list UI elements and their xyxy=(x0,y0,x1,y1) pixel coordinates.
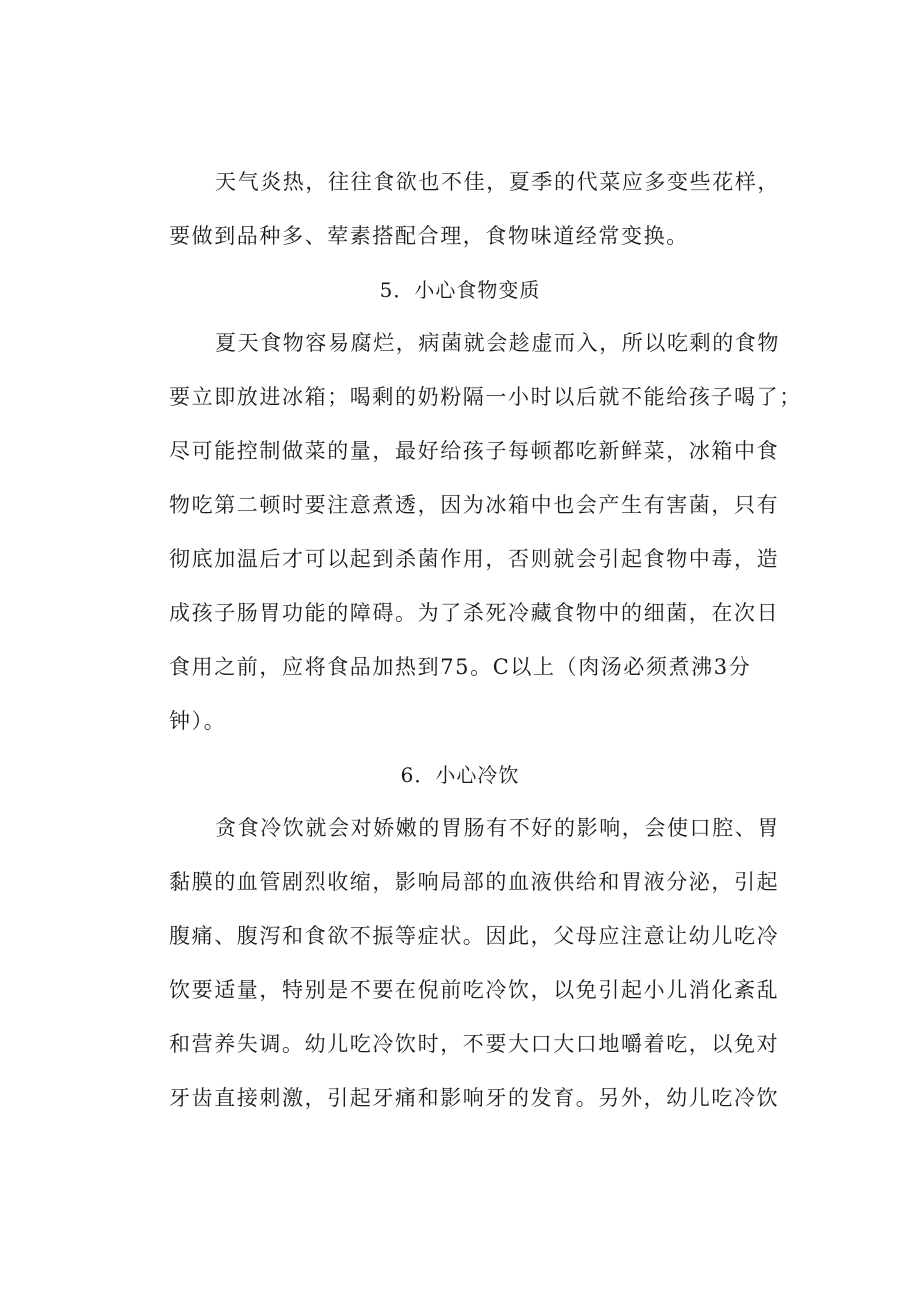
section-heading-5: 5．小心食物变质 xyxy=(379,278,541,302)
paragraph-line: 食用之前，应将食品加热到75。C以上（肉汤必须煮沸3分 xyxy=(169,655,752,679)
paragraph-line: 尽可能控制做菜的量，最好给孩子每顿都吃新鲜菜，冰箱中食 xyxy=(169,439,780,463)
paragraph-line: 腹痛、腹泻和食欲不振等症状。因此，父母应注意让幼儿吃冷 xyxy=(169,924,780,948)
paragraph-line: 要立即放进冰箱；喝剩的奶粉隔一小时以后就不能给孩子喝了； xyxy=(169,385,802,409)
paragraph-line: 黏膜的血管剧烈收缩，影响局部的血液供给和胃液分泌，引起 xyxy=(169,870,780,894)
paragraph-line: 钟）。 xyxy=(169,709,227,733)
paragraph-line: 要做到品种多、荤素搭配合理，食物味道经常变换。 xyxy=(169,224,689,248)
paragraph-line: 天气炎热，往往食欲也不佳，夏季的代菜应多变些花样， xyxy=(215,170,780,194)
paragraph-line: 成孩子肠胃功能的障碍。为了杀死冷藏食物中的细菌，在次日 xyxy=(169,601,780,625)
paragraph-line: 饮要适量，特别是不要在倪前吃冷饮，以免引起小儿消化紊乱 xyxy=(169,978,780,1002)
paragraph-line: 和营养失调。幼儿吃冷饮时，不要大口大口地嚼着吃，以免对 xyxy=(169,1032,780,1056)
paragraph-line: 贪食冷饮就会对娇嫩的胃肠有不好的影响，会使口腔、胃 xyxy=(215,816,780,840)
section-heading-6: 6．小心冷饮 xyxy=(400,763,520,787)
paragraph-line: 物吃第二顿时要注意煮透，因为冰箱中也会产生有害菌，只有 xyxy=(169,493,780,517)
paragraph-line: 夏天食物容易腐烂，病菌就会趁虚而入，所以吃剩的食物 xyxy=(215,331,780,355)
paragraph-line: 彻底加温后才可以起到杀菌作用，否则就会引起食物中毒，造 xyxy=(169,547,780,571)
paragraph-line: 牙齿直接刺激，引起牙痛和影响牙的发育。另外，幼儿吃冷饮 xyxy=(169,1086,780,1110)
